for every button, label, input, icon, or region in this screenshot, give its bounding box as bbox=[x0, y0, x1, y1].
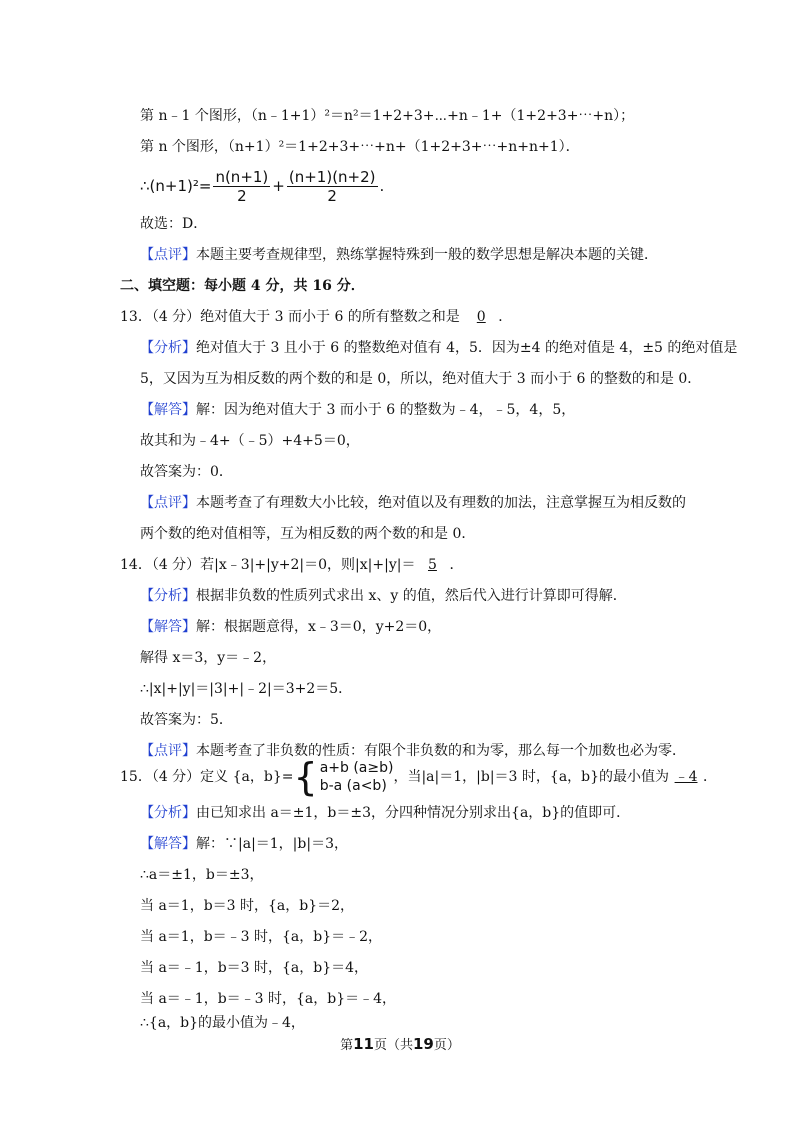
formula-suffix: . bbox=[379, 177, 385, 195]
solution-line bbox=[140, 834, 348, 854]
piecewise-definition bbox=[293, 755, 394, 799]
text-line: 故其和为﹣4+（﹣5）+4+5＝0， bbox=[140, 433, 360, 449]
text-line: 两个数的绝对值相等，互为相反数的两个数的和是 0． bbox=[140, 526, 476, 542]
question-text: ，当|a|＝1，|b|＝3 时，{a，b}的最小值为 bbox=[393, 769, 670, 785]
text-line: 第 n﹣1 个图形，（n﹣1+1）²＝n²＝1+2+3+⋯+n﹣1+（1+2+3+⋯+n）； bbox=[140, 108, 635, 124]
fraction-numerator: n(n+1) bbox=[215, 168, 269, 186]
brace-icon: { bbox=[293, 755, 318, 799]
text-line: 故答案为：5． bbox=[140, 712, 233, 728]
comment-line bbox=[140, 245, 658, 265]
cases bbox=[320, 759, 394, 795]
text-line: 当 a＝﹣1，b＝3 时，{a，b}＝4， bbox=[140, 960, 369, 976]
answer-blank: 5 bbox=[427, 557, 437, 573]
analysis-line bbox=[140, 338, 737, 358]
solution-text: 解：∵|a|＝1，|b|＝3， bbox=[196, 836, 348, 852]
formula-line bbox=[140, 168, 384, 205]
analysis-text: 根据非负数的性质列式求出 x、y 的值，然后代入进行计算即可得解． bbox=[196, 588, 627, 604]
text-line: 故答案为：0． bbox=[140, 464, 233, 480]
solution-text: 解：根据题意得，x﹣3＝0，y+2＝0， bbox=[196, 619, 442, 635]
solution-text: 解：因为绝对值大于 3 而小于 6 的整数为﹣4，﹣5，4，5， bbox=[196, 402, 576, 418]
question-number: 14． bbox=[120, 557, 152, 573]
question-text: （4 分）绝对值大于 3 而小于 6 的所有整数之和是 bbox=[151, 309, 460, 325]
question-end: ． bbox=[703, 769, 718, 785]
question-number: 15． bbox=[120, 769, 152, 785]
footer-suffix: 页） bbox=[433, 1038, 460, 1053]
comment-text: 本题主要考查规律型，熟练掌握特殊到一般的数学思想是解决本题的关键． bbox=[196, 247, 658, 263]
question-prefix: （4 分）定义 {a，b}= bbox=[151, 769, 294, 785]
case-2: b-a (a<b) bbox=[319, 778, 387, 794]
solution-tag: 【解答】 bbox=[140, 619, 196, 635]
solution-tag: 【解答】 bbox=[140, 402, 196, 418]
text-line: 当 a＝﹣1，b＝﹣3 时，{a，b}＝﹣4， bbox=[140, 991, 397, 1007]
comment-line bbox=[140, 493, 686, 513]
comment-tag: 【点评】 bbox=[140, 247, 196, 263]
question-14 bbox=[120, 555, 463, 575]
answer-blank: ﹣4 bbox=[674, 769, 698, 785]
fraction-denominator: 2 bbox=[327, 187, 337, 205]
fraction bbox=[287, 168, 378, 205]
case-1: a+b (a≥b) bbox=[319, 760, 394, 776]
question-end: ． bbox=[498, 309, 513, 325]
solution-tag: 【解答】 bbox=[140, 836, 196, 852]
fraction bbox=[213, 168, 270, 205]
text-line: 第 n 个图形，（n+1）²＝1+2+3+⋯+n+（1+2+3+⋯+n+n+1）． bbox=[140, 139, 580, 155]
text-line: 故选：D． bbox=[140, 216, 208, 232]
solution-line bbox=[140, 400, 575, 420]
analysis-tag: 【分析】 bbox=[140, 805, 196, 821]
analysis-line bbox=[140, 803, 630, 823]
comment-text: 本题考查了非负数的性质：有限个非负数的和为零，那么每一个加数也必为零． bbox=[196, 743, 686, 759]
text-line: ∴{a，b}的最小值为﹣4， bbox=[140, 1015, 305, 1031]
page-number: 11 bbox=[353, 1035, 374, 1053]
formula-plus: + bbox=[272, 177, 285, 195]
question-end: ． bbox=[449, 557, 464, 573]
text-line: 当 a＝1，b＝3 时，{a，b}＝2， bbox=[140, 898, 355, 914]
text-line: 解得 x＝3，y＝﹣2， bbox=[140, 650, 277, 666]
text-line: 当 a＝1，b＝﹣3 时，{a，b}＝﹣2， bbox=[140, 929, 383, 945]
analysis-text: 绝对值大于 3 且小于 6 的整数绝对值有 4，5．因为±4 的绝对值是 4，±5 的绝对值是 bbox=[196, 340, 738, 356]
answer-blank: 0 bbox=[476, 309, 486, 325]
question-number: 13． bbox=[120, 309, 152, 325]
formula-prefix: ∴(n+1)²= bbox=[140, 177, 212, 195]
analysis-tag: 【分析】 bbox=[140, 588, 196, 604]
question-15 bbox=[120, 757, 717, 797]
solution-line bbox=[140, 617, 441, 637]
text-line: ∴a＝±1，b＝±3， bbox=[140, 867, 264, 883]
analysis-line bbox=[140, 586, 627, 606]
fraction-denominator: 2 bbox=[237, 187, 247, 205]
comment-text: 本题考查了有理数大小比较，绝对值以及有理数的加法，注意掌握互为相反数的 bbox=[196, 495, 686, 511]
comment-tag: 【点评】 bbox=[140, 495, 196, 511]
fraction-numerator: (n+1)(n+2) bbox=[288, 168, 376, 186]
question-text: （4 分）若|x﹣3|+|y+2|＝0，则|x|+|y|＝ bbox=[151, 557, 416, 573]
footer-middle: 页（共 bbox=[373, 1038, 413, 1053]
text-line: 5，又因为互为相反数的两个数的和是 0，所以，绝对值大于 3 而小于 6 的整数的和是 0． bbox=[140, 371, 702, 387]
footer-prefix: 第 bbox=[340, 1038, 354, 1053]
text-line: ∴|x|+|y|＝|3|+|﹣2|＝3+2＝5． bbox=[140, 681, 353, 697]
page-footer bbox=[0, 1034, 800, 1053]
analysis-tag: 【分析】 bbox=[140, 340, 196, 356]
analysis-text: 由已知求出 a＝±1，b＝±3，分四种情况分别求出{a，b}的值即可． bbox=[196, 805, 631, 821]
page-total: 19 bbox=[413, 1035, 434, 1053]
question-13 bbox=[120, 307, 512, 327]
comment-tag: 【点评】 bbox=[140, 743, 196, 759]
section-title: 二、填空题：每小题 4 分，共 16 分． bbox=[120, 278, 365, 294]
